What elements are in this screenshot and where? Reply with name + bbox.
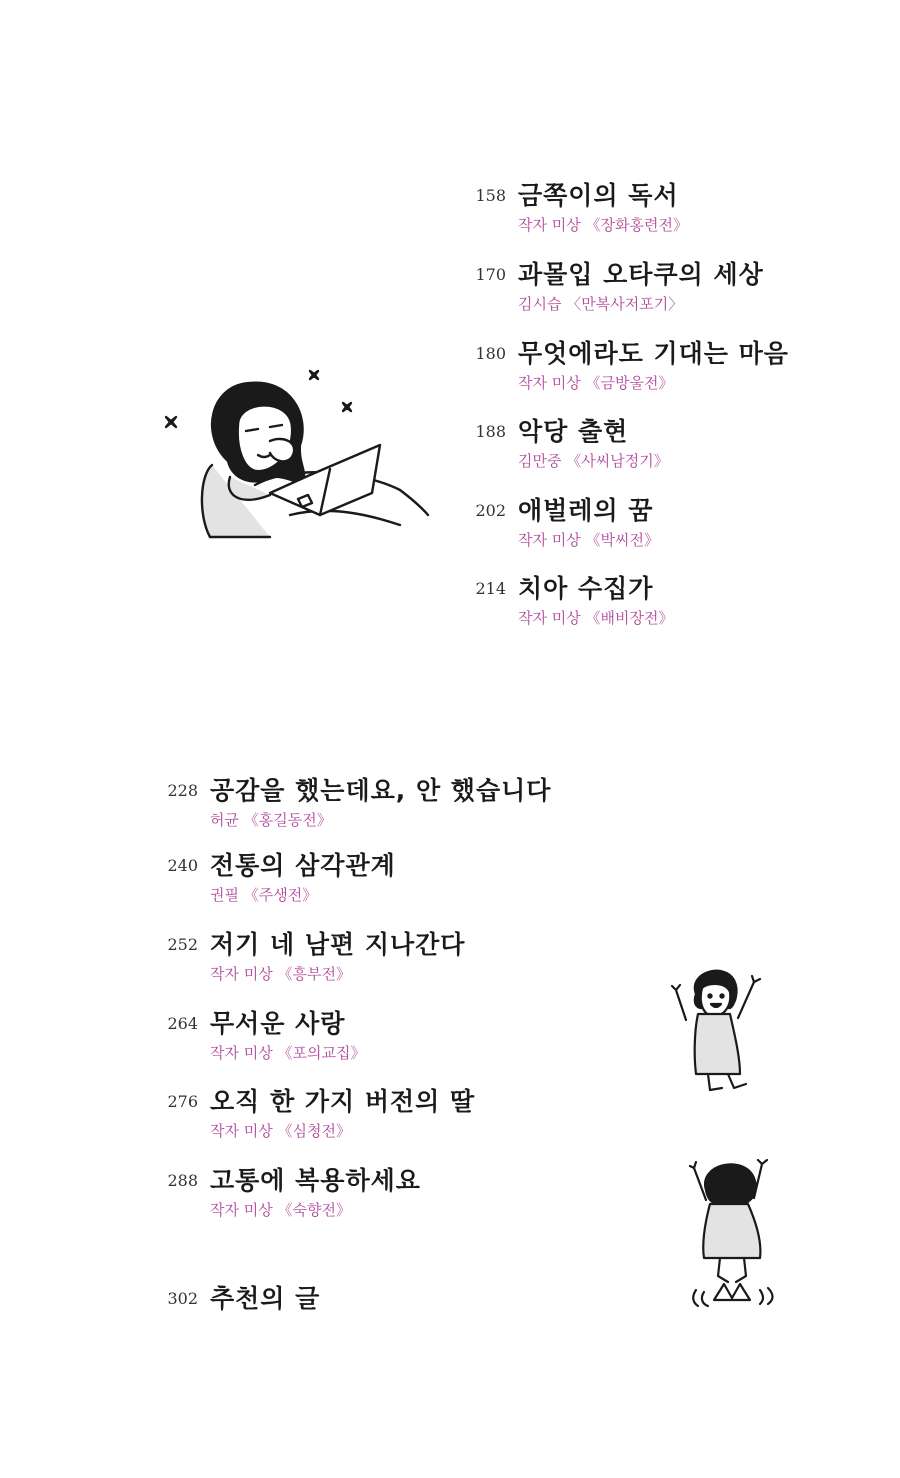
page-number: 252 bbox=[167, 935, 198, 954]
chapter-source: 김시습 〈만복사저포기〉 bbox=[518, 295, 684, 313]
reading-woman-drawing bbox=[160, 365, 435, 545]
chapter-title[interactable]: 공감을 했는데요, 안 했습니다 bbox=[210, 776, 552, 805]
chapter-title[interactable]: 고통에 복용하세요 bbox=[210, 1166, 421, 1195]
chapter-title[interactable]: 금쪽이의 독서 bbox=[518, 181, 679, 210]
chapter-title[interactable]: 치아 수집가 bbox=[518, 574, 654, 603]
chapter-source: 작자 미상 《숙향전》 bbox=[210, 1201, 351, 1219]
jumping-girl-drawing bbox=[684, 1150, 784, 1318]
jumping-girl-illustration bbox=[684, 1150, 784, 1318]
page-number: 188 bbox=[475, 422, 506, 441]
chapter-title[interactable]: 무엇에라도 기대는 마음 bbox=[518, 339, 789, 368]
chapter-source: 작자 미상 《포의교집》 bbox=[210, 1044, 366, 1062]
chapter-source: 작자 미상 《금방울전》 bbox=[518, 374, 674, 392]
page-number: 214 bbox=[475, 579, 506, 598]
chapter-source: 작자 미상 《배비장전》 bbox=[518, 609, 674, 627]
chapter-title[interactable]: 과몰입 오타쿠의 세상 bbox=[518, 260, 764, 289]
page-number: 240 bbox=[167, 856, 198, 875]
reading-woman-illustration bbox=[160, 365, 435, 545]
chapter-title[interactable]: 악당 출현 bbox=[518, 417, 629, 446]
page-number: 180 bbox=[475, 344, 506, 363]
page-number: 170 bbox=[475, 265, 506, 284]
page-number: 228 bbox=[167, 781, 198, 800]
chapter-title[interactable]: 전통의 삼각관계 bbox=[210, 851, 396, 880]
chapter-source: 작자 미상 《장화홍련전》 bbox=[518, 216, 688, 234]
page-number: 202 bbox=[475, 501, 506, 520]
chapter-source: 권필 《주생전》 bbox=[210, 886, 318, 904]
chapter-title[interactable]: 무서운 사랑 bbox=[210, 1009, 346, 1038]
cheering-girl-illustration bbox=[668, 962, 768, 1100]
chapter-title[interactable]: 애벌레의 꿈 bbox=[518, 496, 654, 525]
page-number: 276 bbox=[167, 1092, 198, 1111]
chapter-source: 작자 미상 《심청전》 bbox=[210, 1122, 351, 1140]
chapter-title[interactable]: 저기 네 남편 지나간다 bbox=[210, 930, 466, 959]
chapter-title[interactable]: 오직 한 가지 버전의 딸 bbox=[210, 1087, 476, 1116]
chapter-source: 작자 미상 《흥부전》 bbox=[210, 965, 351, 983]
page-number: 158 bbox=[475, 186, 506, 205]
cheering-girl-drawing bbox=[668, 962, 768, 1100]
page-number: 288 bbox=[167, 1171, 198, 1190]
chapter-source: 허균 《홍길동전》 bbox=[210, 811, 332, 829]
chapter-source: 김만중 《사씨남정기》 bbox=[518, 452, 669, 470]
chapter-source: 작자 미상 《박씨전》 bbox=[518, 531, 659, 549]
page-number: 264 bbox=[167, 1014, 198, 1033]
page-number: 302 bbox=[167, 1289, 198, 1308]
chapter-title[interactable]: 추천의 글 bbox=[210, 1284, 321, 1313]
